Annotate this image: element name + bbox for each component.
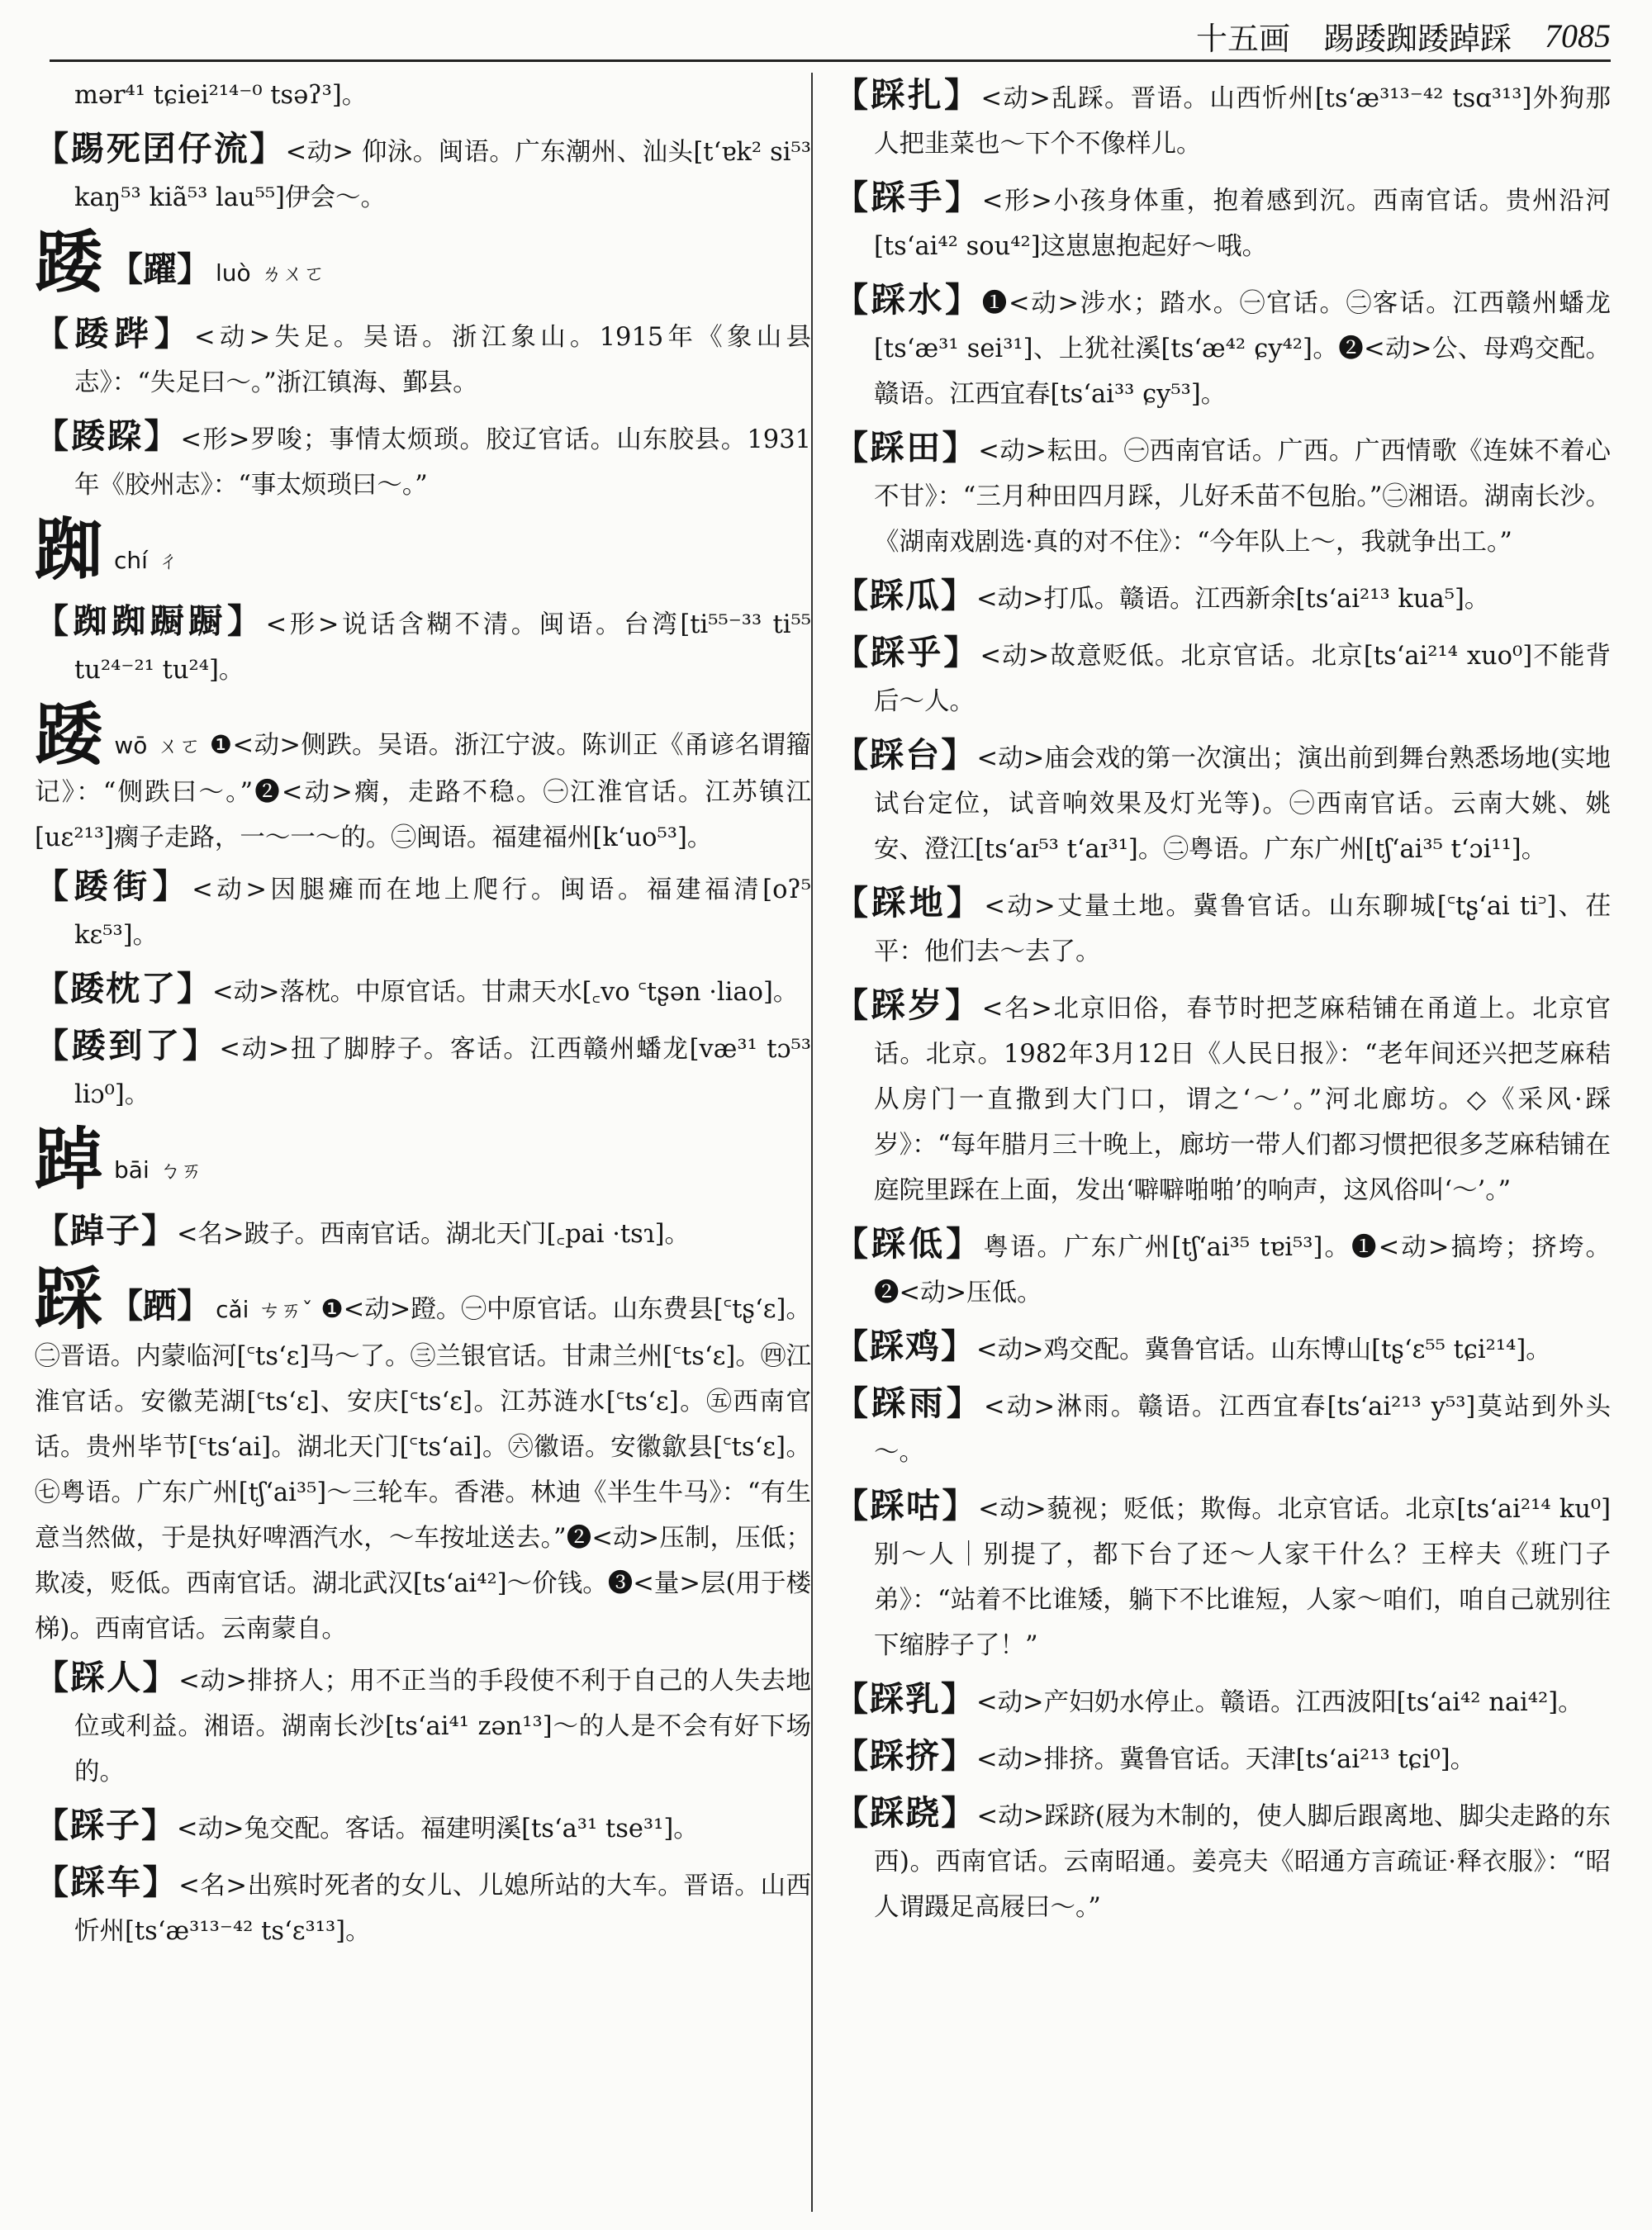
headword-char: 踒 xyxy=(35,223,103,302)
entry-body: <名>出殡时死者的女儿、儿媳所站的大车。晋语。山西忻州[tsʻæ³¹³⁻⁴² tsʻɛ³¹³]。 xyxy=(74,1872,811,1946)
entry-body: <动>踩跻(屐为木制的，使人脚后跟离地、脚尖走路的东西)。西南官话。云南昭通。姜亮夫《昭通方言疏证·释衣服》：“昭人谓蹑足高屐曰～。” xyxy=(874,1802,1611,1922)
entry-body: ❶<动>涉水；踏水。㊀官话。㊁客话。江西赣州蟠龙[tsʻæ³¹ sei³¹]、上犹社溪[tsʻæ⁴² ɕy⁴²]。❷<动>公、母鸡交配。赣语。江西宜春[tsʻai³³ ɕy⁵³]。 xyxy=(874,289,1611,409)
entry-body: <动>淋雨。赣语。江西宜春[tsʻai²¹³ y⁵³]莫站到外头～。 xyxy=(874,1393,1611,1467)
zhuyin: ㄨㄛ xyxy=(157,734,202,759)
entry xyxy=(35,864,811,958)
entry-head: 【踩雨】 xyxy=(834,1383,984,1423)
entry xyxy=(834,573,1611,622)
entry-body: <动>耘田。㊀西南官话。广西。广西情歌《连妹不着心不甘》：“三月种田四月踩，儿好禾苗不包胎。”㊁湘语。湖南长沙。《湖南戏剧选·真的对不住》：“今年队上～，我就争出工。” xyxy=(874,437,1611,557)
char-entry xyxy=(35,510,811,595)
entry xyxy=(35,599,811,693)
entry-body: <动>故意贬低。北京官话。北京[tsʻai²¹⁴ xuo⁰]不能背后～人。 xyxy=(874,642,1611,716)
column-divider xyxy=(811,73,813,2212)
entry-head: 【踩瓜】 xyxy=(834,576,976,615)
entry-head: 【踒跸】 xyxy=(35,314,195,353)
page-number: 7085 xyxy=(1545,17,1611,55)
traditional-form: 【跴】 xyxy=(109,1286,211,1326)
entry xyxy=(834,1734,1611,1782)
entry xyxy=(834,630,1611,724)
entry-head: 【踩手】 xyxy=(834,178,982,217)
entry xyxy=(35,311,811,406)
entry-head: 【踔子】 xyxy=(35,1211,177,1250)
headword-char: 踒 xyxy=(35,695,103,775)
entry-head: 【踢死囝仔流】 xyxy=(35,129,286,168)
entry-body: <动>乱踩。晋语。山西忻州[tsʻæ³¹³⁻⁴² tsɑ³¹³]外狗那人把韭菜也～下个不像样儿。 xyxy=(874,84,1611,159)
char-entry xyxy=(35,1260,811,1652)
entry-body: <动>鸡交配。冀鲁官话。山东博山[tʂʻɛ⁵⁵ tɕi²¹⁴]。 xyxy=(976,1336,1551,1364)
entry xyxy=(35,1860,811,1954)
entry-head: 【踩挤】 xyxy=(834,1736,976,1776)
entry-head: 【踩鸡】 xyxy=(834,1326,976,1366)
entry xyxy=(834,1324,1611,1373)
entry-head: 【踟踟蹰蹰】 xyxy=(35,601,266,641)
entry xyxy=(834,880,1611,975)
entry-body: <动> 仰泳。闽语。广东潮州、汕头[tʻɐk² si⁵³ kaŋ⁵³ kiã⁵³ lau⁵⁵]伊会～。 xyxy=(74,138,811,212)
entry-head: 【踩乎】 xyxy=(834,633,980,672)
char-definition: ❶<动>蹬。㊀中原官话。山东费县[꜂tʂʻɛ]。㊁晋语。内蒙临河[꜂tsʻɛ]马～了。㊂兰银官话。甘肃兰州[꜂tsʻɛ]。㊃江淮官话。安徽芜湖[꜂tsʻɛ]、安庆[꜂tsʻɛ]。江苏涟水[꜂tsʻɛ]。㊄西南官话。贵州毕节[꜂tsʻai]。湖北天门[꜂tsʻai]。㊅徽语。安徽歙县[꜂tsʻɛ]。㊆粤语。广东广州[tʃʻai³⁵]～三轮车。香港。林迪《半生牛马》：“有生意当然做，于是执好啤酒汽水，～车按址送去。”❷<动>压制，压低；欺凌，贬低。西南官话。湖北武汉[tsʻai⁴²]～价钱。❸<量>层(用于楼梯)。西南官话。云南蒙自。 xyxy=(35,1295,811,1644)
char-definition: ❶<动>侧跌。吴语。浙江宁波。陈训正《甬谚名谓籀记》：“侧跌曰～。”❷<动>瘸，走路不稳。㊀江淮官话。江苏镇江[uɛ²¹³]瘸子走路，一～一～的。㊁闽语。福建福州[kʻuo⁵³]。 xyxy=(35,731,811,852)
entry-head: 【踩低】 xyxy=(834,1224,984,1264)
entry-head: 【踒街】 xyxy=(35,866,192,906)
entry-body: <动>藐视；贬低；欺侮。北京官话。北京[tsʻai²¹⁴ ku⁰]别～人｜别提了，都下台了还～人家干什么？王梓夫《班门子弟》：“站着不比谁矮，躺下不比谁短，人家～咱们，咱自己就别往下缩脖子了！” xyxy=(874,1495,1611,1660)
entry-head: 【踒跥】 xyxy=(35,416,181,456)
page-header xyxy=(50,12,1611,62)
entry-head: 【踩车】 xyxy=(35,1862,179,1902)
pinyin: luò xyxy=(216,259,251,287)
entry-body: <形>说话含糊不清。闽语。台湾[ti⁵⁵⁻³³ ti⁵⁵ tu²⁴⁻²¹ tu²⁴]。 xyxy=(74,610,811,685)
entry-head: 【踩岁】 xyxy=(834,985,982,1025)
entry-head: 【踩地】 xyxy=(834,883,985,923)
entry-head: 【踩田】 xyxy=(834,428,979,467)
left-column xyxy=(35,73,811,2212)
pinyin: wō xyxy=(114,732,148,759)
entry-body: <动>排挤。冀鲁官话。天津[tsʻai²¹³ tɕi⁰]。 xyxy=(976,1745,1476,1774)
char-entry xyxy=(35,223,811,308)
zhuyin: ㄌㄨㄛ xyxy=(260,262,325,287)
entry-body: <动>扭了脚脖子。客话。江西赣州蟠龙[væ³¹ tɔ⁵³ liɔ⁰]。 xyxy=(74,1035,811,1109)
entry xyxy=(834,73,1611,167)
entry-body: <动>庙会戏的第一次演出；演出前到舞台熟悉场地(实地试台定位，试音响效果及灯光等)。㊀西南官话。云南大姚、姚安、澄江[tsʻaɪ⁵³ tʻaɪ³¹]。㊁粤语。广东广州[tʃʻai³⁵ tʻɔi¹¹]。 xyxy=(874,744,1611,864)
entry xyxy=(834,1381,1611,1475)
zhuyin: ㄅㄞ xyxy=(159,1159,202,1184)
header-chars: 踢踒踟踒踔踩 xyxy=(1322,20,1512,57)
entry-head: 【踩扎】 xyxy=(834,75,981,115)
entry-body: <动>因腿瘫而在地上爬行。闽语。福建福清[oʔ⁵ kɛ⁵³]。 xyxy=(74,875,811,950)
entry xyxy=(35,1023,811,1117)
entry-body: <名>跛子。西南官话。湖北天门[꜀pai ·tsɿ]。 xyxy=(177,1220,691,1249)
headword-char: 踟 xyxy=(35,510,103,590)
entry xyxy=(35,1208,811,1257)
entry xyxy=(35,414,811,508)
entry xyxy=(35,1803,811,1852)
entry-body: <形>罗唆；事情太烦琐。胶辽官话。山东胶县。1931年《胶州志》：“事太烦琐曰～。” xyxy=(74,425,811,500)
entry-body: <动>产妇奶水停止。赣语。江西波阳[tsʻai⁴² nai⁴²]。 xyxy=(976,1688,1583,1717)
zhuyin: ㄘㄞˇ xyxy=(259,1298,313,1323)
headword-char: 踩 xyxy=(35,1260,103,1339)
entry xyxy=(834,175,1611,269)
entry-body: <形>小孩身体重，抱着感到沉。西南官话。贵州沿河[tsʻai⁴² sou⁴²]这崽崽抱起好～哦。 xyxy=(874,187,1611,261)
entry-body: 粤语。广东广州[tʃʻai³⁵ tɐi⁵³]。❶<动>搞垮；挤垮。❷<动>压低。 xyxy=(874,1233,1611,1307)
entry-head: 【踩咕】 xyxy=(834,1486,979,1525)
section-label: 十五画 xyxy=(1195,20,1290,57)
headword-char: 踔 xyxy=(35,1120,103,1199)
entry-body: <动>丈量土地。冀鲁官话。山东聊城[꜂tʂʻai ti꜄]、茌平：他们去～去了。 xyxy=(874,892,1611,966)
entry-body: <动>打瓜。赣语。江西新余[tsʻai²¹³ kua⁵]。 xyxy=(976,585,1490,614)
entry xyxy=(834,1677,1611,1725)
entry-body: <动>兔交配。客话。福建明溪[tsʻa³¹ tse³¹]。 xyxy=(177,1815,699,1843)
pinyin: bāi xyxy=(114,1156,150,1184)
entry-head: 【踩乳】 xyxy=(834,1679,976,1719)
entry-head: 【踩子】 xyxy=(35,1805,177,1845)
entry xyxy=(834,278,1611,417)
entry xyxy=(834,733,1611,872)
pinyin: cǎi xyxy=(216,1296,249,1323)
entry xyxy=(834,983,1611,1213)
entry-head: 【踒枕了】 xyxy=(35,969,212,1008)
entry-head: 【踩人】 xyxy=(35,1658,179,1697)
continuation-text: mər⁴¹ tɕiei²¹⁴⁻⁰ tsəʔ³]。 xyxy=(74,81,368,110)
entry-head: 【踩跷】 xyxy=(834,1793,977,1833)
entry-head: 【踒到了】 xyxy=(35,1026,220,1065)
entry xyxy=(35,966,811,1015)
entry xyxy=(35,1655,811,1795)
char-entry xyxy=(35,695,811,861)
entry xyxy=(834,1483,1611,1668)
entry-body: <名>北京旧俗，春节时把芝麻秸铺在甬道上。北京官话。北京。1982年3月12日《人民日报》：“老年间还兴把芝麻秸从房门一直撒到大门口，谓之‘～’。”河北廊坊。◇《采风·踩岁》：“每年腊月三十晚上，廊坊一带人们都习惯把很多芝麻秸铺在庭院里踩在上面，发出‘噼噼啪啪’的响声，这风俗叫‘～’。” xyxy=(874,994,1611,1205)
entry xyxy=(834,1791,1611,1930)
entry-body: <动>落枕。中原官话。甘肃天水[꜀vo ꜂tʂən ·liao]。 xyxy=(212,978,799,1007)
traditional-form: 【躍】 xyxy=(109,249,211,289)
entry xyxy=(834,1222,1611,1316)
zhuyin: ㄔ xyxy=(157,549,179,574)
right-column xyxy=(834,73,1611,2212)
entry-head: 【踩台】 xyxy=(834,735,977,775)
entry xyxy=(35,126,811,221)
entry-body: <动>失足。吴语。浙江象山。1915年《象山县志》：“失足曰～。”浙江镇海、鄞县。 xyxy=(74,323,811,397)
pinyin: chí xyxy=(114,547,148,574)
char-entry xyxy=(35,1120,811,1205)
entry-body: <动>排挤人；用不正当的手段使不利于自己的人失去地位或利益。湘语。湖南长沙[tsʻai⁴¹ zən¹³]～的人是不会有好下场的。 xyxy=(74,1667,811,1786)
entry xyxy=(834,425,1611,565)
entry-head: 【踩水】 xyxy=(834,280,982,320)
